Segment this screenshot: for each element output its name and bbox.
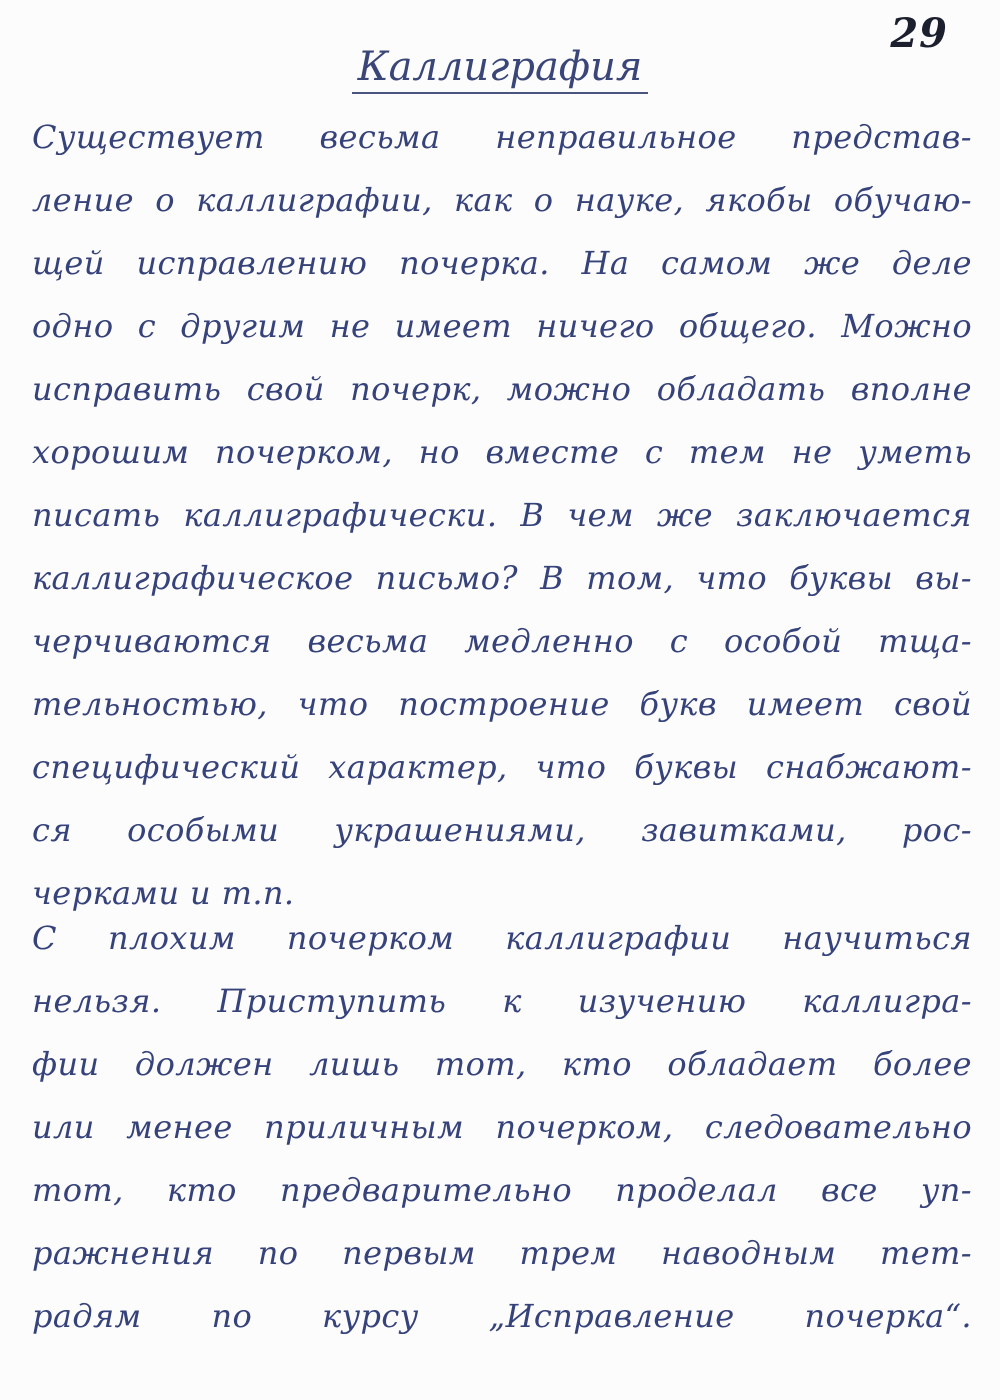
text-line: С плохим почерком каллиграфии научиться (32, 919, 972, 957)
text-line: фии должен лишь тот, кто обладает более (32, 1045, 972, 1083)
text-line: или менее приличным почерком, следовательно (32, 1108, 972, 1146)
text-line: щей исправлению почерка. На самом же деле (32, 244, 972, 282)
text-line: тот, кто предварительно проделал все уп- (32, 1171, 972, 1209)
text-line: хорошим почерком, но вместе с тем не уметь (32, 433, 972, 471)
text-line: Существует весьма неправильное представ- (32, 118, 972, 156)
page-title: Каллиграфия (352, 44, 649, 94)
page-number: 29 (890, 10, 948, 57)
text-line: нельзя. Приступить к изучению каллигра- (32, 982, 972, 1020)
text-line: тельностью, что построение букв имеет свой (32, 685, 972, 723)
text-line: каллиграфическое письмо? В том, что буквы вы- (32, 559, 972, 597)
text-line: черчиваются весьма медленно с особой тща- (32, 622, 972, 660)
text-line: ражнения по первым трем наводным тет- (32, 1234, 972, 1272)
text-line: писать каллиграфически. В чем же заключается (32, 496, 972, 534)
paragraph-2 (32, 907, 972, 1348)
text-line: черками и т.п. (32, 874, 295, 912)
text-line: исправить свой почерк, можно обладать вполне (32, 370, 972, 408)
paragraph-1 (32, 106, 972, 925)
text-line: ление о каллиграфии, как о науке, якобы обучаю- (32, 181, 972, 219)
text-line: специфический характер, что буквы снабжают- (32, 748, 972, 786)
text-line: ся особыми украшениями, завитками, рос- (32, 811, 972, 849)
text-line: радям по курсу „Исправление почерка“. (32, 1297, 972, 1335)
page-title-wrapper (0, 44, 1000, 90)
text-line: одно с другим не имеет ничего общего. Можно (32, 307, 972, 345)
